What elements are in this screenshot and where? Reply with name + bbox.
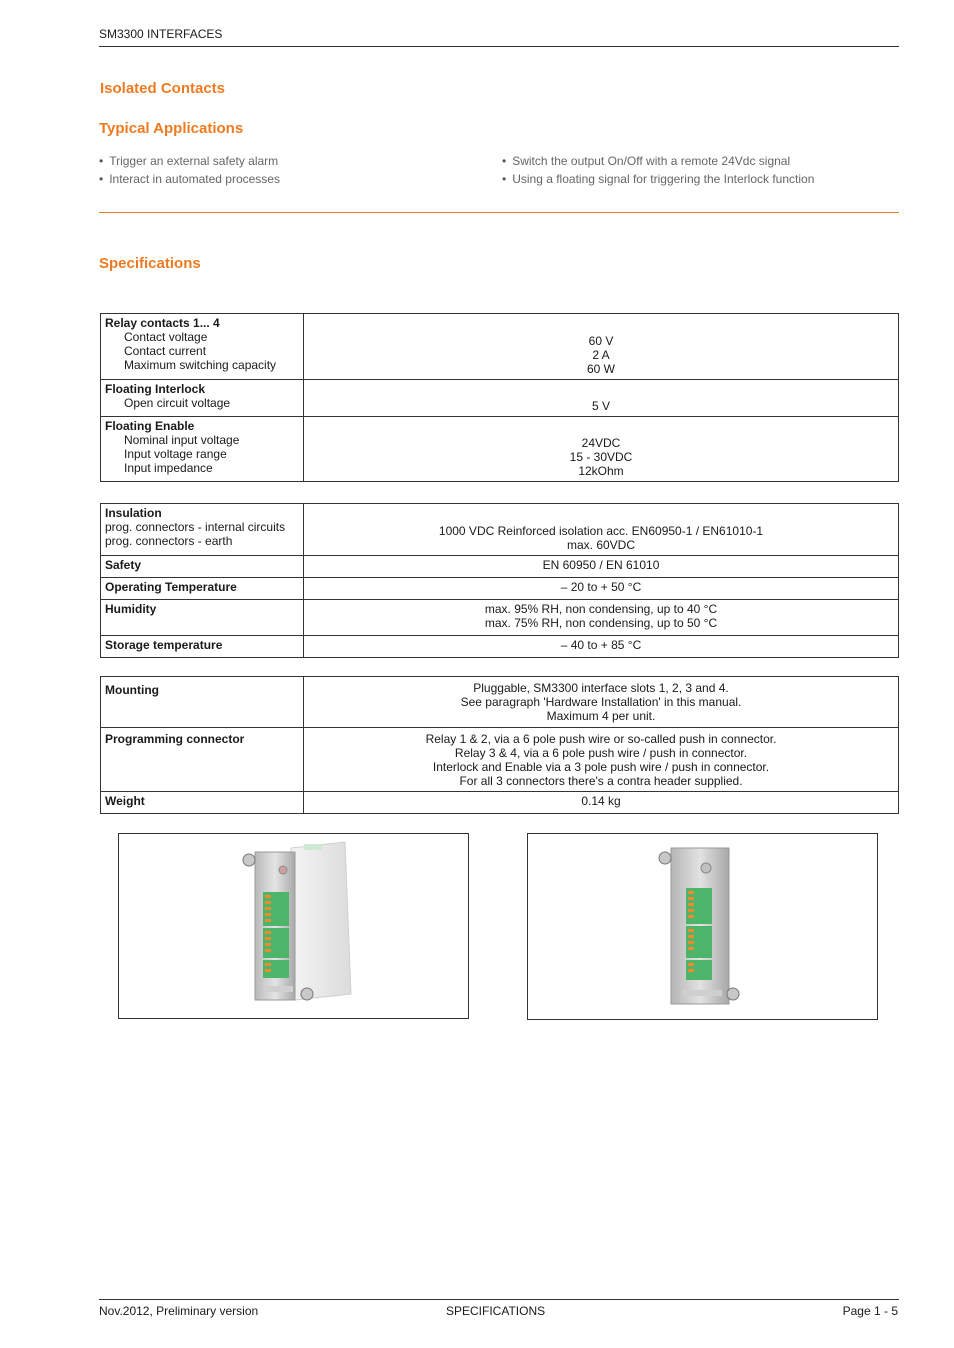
row-label: Open circuit voltage bbox=[124, 396, 231, 410]
spec-table-electrical bbox=[100, 313, 899, 482]
row-title: Storage temperature bbox=[101, 636, 304, 658]
row-value: 24VDC bbox=[581, 436, 621, 450]
section-divider bbox=[99, 212, 899, 213]
row-value: – 20 to + 50 °C bbox=[304, 578, 899, 600]
table-row bbox=[101, 504, 899, 556]
row-title: Mounting bbox=[101, 677, 304, 728]
row-value: See paragraph 'Hardware Installation' in this manual. bbox=[460, 695, 742, 709]
row-value: For all 3 connectors there's a contra header supplied. bbox=[459, 774, 743, 788]
row-value: – 40 to + 85 °C bbox=[304, 636, 899, 658]
row-label: Input impedance bbox=[124, 461, 213, 475]
running-header: SM3300 INTERFACES bbox=[99, 27, 223, 41]
bullet-item: • Switch the output On/Off with a remote 24Vdc signal bbox=[502, 154, 790, 168]
header-rule bbox=[99, 46, 899, 47]
row-label: Nominal input voltage bbox=[124, 433, 240, 447]
row-value: 5 V bbox=[591, 399, 610, 413]
table-row bbox=[101, 314, 899, 380]
row-value: 12kOhm bbox=[578, 464, 624, 478]
table-row bbox=[101, 728, 899, 792]
row-label: Maximum switching capacity bbox=[124, 358, 277, 372]
row-title: Floating Interlock bbox=[105, 382, 206, 396]
row-value: EN 60950 / EN 61010 bbox=[304, 556, 899, 578]
row-title: Relay contacts 1... 4 bbox=[105, 316, 220, 330]
row-value: 2 A bbox=[592, 348, 610, 362]
row-label: prog. connectors - internal circuits bbox=[105, 520, 286, 534]
heading-isolated-contacts: Isolated Contacts bbox=[100, 80, 226, 97]
row-title: Insulation bbox=[105, 506, 162, 520]
row-label: prog. connectors - earth bbox=[105, 534, 233, 548]
footer-rule bbox=[99, 1299, 899, 1300]
footer-page-number: Page 1 - 5 bbox=[842, 1304, 898, 1318]
bullet-item: • Interact in automated processes bbox=[99, 172, 280, 186]
footer-section: SPECIFICATIONS bbox=[446, 1304, 546, 1318]
table-row bbox=[101, 677, 899, 728]
row-value: 0.14 kg bbox=[304, 792, 899, 814]
heading-typical-applications: Typical Applications bbox=[99, 120, 244, 137]
row-title: Safety bbox=[101, 556, 304, 578]
heading-specifications: Specifications bbox=[99, 255, 201, 272]
row-title: Humidity bbox=[101, 600, 304, 636]
row-title: Floating Enable bbox=[105, 419, 195, 433]
table-row bbox=[101, 600, 899, 636]
row-value: 60 W bbox=[586, 362, 615, 376]
product-photo-front-plate bbox=[527, 833, 878, 1020]
table-row bbox=[101, 556, 899, 578]
row-title: Operating Temperature bbox=[101, 578, 304, 600]
row-value: 60 V bbox=[588, 334, 614, 348]
row-value: 1000 VDC Reinforced isolation acc. EN60950-1 / EN61010-1 bbox=[438, 524, 764, 538]
front-plate-image bbox=[528, 834, 877, 1019]
row-value: Relay 3 & 4, via a 6 pole push wire / push in connector. bbox=[454, 746, 748, 760]
row-label: Input voltage range bbox=[124, 447, 227, 461]
interface-module-image bbox=[119, 834, 468, 1018]
table-row bbox=[101, 792, 899, 814]
footer-date: Nov.2012, Preliminary version bbox=[99, 1304, 259, 1318]
table-row bbox=[101, 417, 899, 482]
bullet-item: • Using a floating signal for triggering the Interlock function bbox=[502, 172, 814, 186]
row-value: Pluggable, SM3300 interface slots 1, 2, 3 and 4. bbox=[473, 681, 729, 695]
row-value: Interlock and Enable via a 3 pole push wire / push in connector. bbox=[432, 760, 770, 774]
row-title: Weight bbox=[101, 792, 304, 814]
spec-table-mechanical bbox=[100, 676, 899, 814]
row-value: Relay 1 & 2, via a 6 pole push wire or so-called push in connector. bbox=[425, 732, 777, 746]
row-label: Contact current bbox=[124, 344, 207, 358]
table-row bbox=[101, 578, 899, 600]
table-row bbox=[101, 380, 899, 417]
product-photo-module bbox=[118, 833, 469, 1019]
row-value: max. 75% RH, non condensing, up to 50 °C bbox=[484, 616, 718, 630]
row-label: Contact voltage bbox=[124, 330, 208, 344]
bullet-item: • Trigger an external safety alarm bbox=[99, 154, 278, 168]
table-row bbox=[101, 636, 899, 658]
row-value: max. 60VDC bbox=[566, 538, 636, 552]
row-value: max. 95% RH, non condensing, up to 40 °C bbox=[484, 602, 718, 616]
row-value: 15 - 30VDC bbox=[569, 450, 633, 464]
row-value: Maximum 4 per unit. bbox=[546, 709, 656, 723]
spec-table-environment bbox=[100, 503, 899, 658]
row-title: Programming connector bbox=[101, 728, 304, 792]
